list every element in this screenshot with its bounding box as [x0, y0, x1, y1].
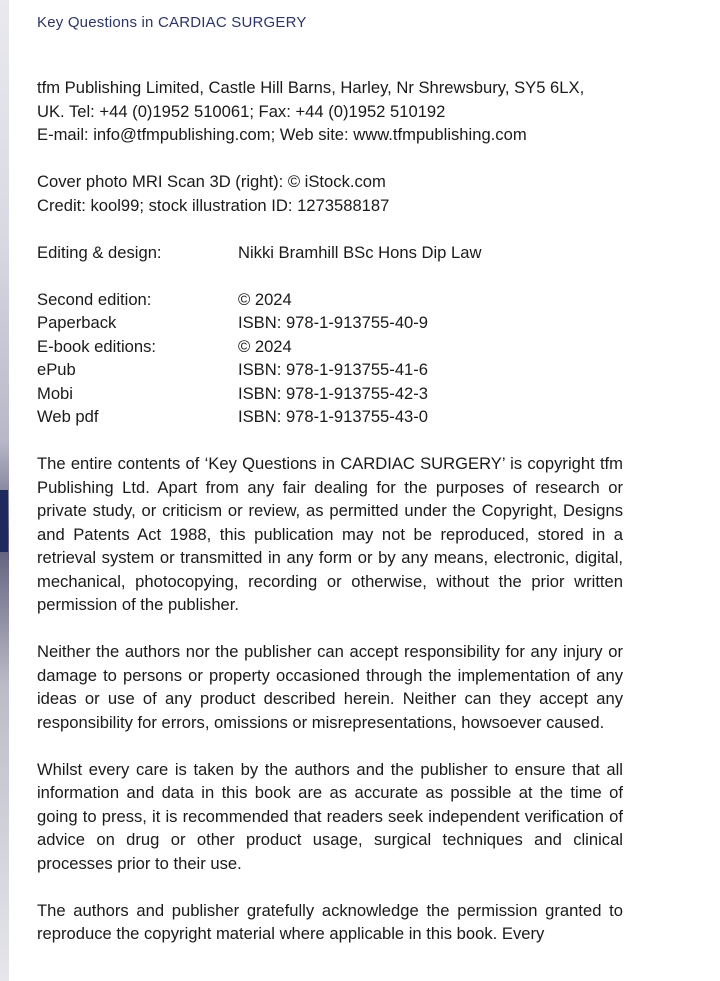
edition-row: [37, 405, 623, 429]
running-head: Key Questions in CARDIAC SURGERY: [37, 14, 307, 31]
edition-value: ISBN: 978-1-913755-42-3: [238, 383, 429, 403]
publisher-line: UK. Tel: +44 (0)1952 510061; Fax: +44 (0)1952 510192: [37, 101, 446, 121]
cover-credit: [37, 170, 623, 217]
edition-label: Second edition:: [37, 289, 152, 309]
edition-value: ISBN: 978-1-913755-40-9: [238, 313, 429, 332]
edition-label: ePub: [37, 360, 76, 379]
edition-value: ISBN: 978-1-913755-41-6: [238, 360, 429, 379]
page-content: [37, 76, 623, 969]
edition-label: Mobi: [37, 383, 73, 403]
cover-line: Cover photo MRI Scan 3D (right): © iStock.com: [37, 172, 386, 191]
liability-paragraph: Neither the authors nor the publisher can accept responsibility for any injury or damage to persons or property occasioned through the implementation of any ideas or use of any product described herein. Neither can they accept any responsibility for errors, omissions or misrepresentations, howsoever caused.: [37, 642, 623, 732]
editions-table: [37, 288, 623, 429]
publisher-line: E-mail: info@tfmpublishing.com; Web site: www.tfmpublishing.com: [37, 125, 527, 144]
edition-row: [37, 382, 623, 406]
publisher-line: tfm Publishing Limited, Castle Hill Barns, Harley, Nr Shrewsbury, SY5 6LX,: [37, 78, 585, 97]
acknowledgement-paragraph: The authors and publisher gratefully acknowledge the permission granted to reproduce the copyright material where applicable in this book. Every: [37, 900, 623, 943]
copyright-paragraph: The entire contents of ‘Key Questions in CARDIAC SURGERY’ is copyright tfm Publishing Ltd. Apart from any fair dealing for the purposes of research or private study, or criticism or review, as permitted under the Copyright, Designs and Patents Act 1988, this publication may not be reproduced, stored in a retrieval system or transmitted in any form or by any means, electronic, digital, mechanical, photocopying, recording or otherwise, without the prior written permission of the publisher.: [37, 454, 623, 614]
edition-label: Paperback: [37, 313, 117, 332]
accuracy-paragraph: Whilst every care is taken by the authors and the publisher to ensure that all information and data in this book are as accurate as possible at the time of going to press, it is recommended that readers seek independent verification of advice on drug or other product usage, surgical techniques and clinical processes prior to their use.: [37, 759, 623, 873]
edition-value: ISBN: 978-1-913755-43-0: [238, 407, 429, 426]
edition-row: [37, 358, 623, 382]
edition-label: Web pdf: [37, 407, 99, 426]
cover-line: Credit: kool99; stock illustration ID: 1273588187: [37, 195, 390, 215]
publisher-address: [37, 76, 623, 147]
edition-row: [37, 311, 623, 335]
editing-value: Nikki Bramhill BSc Hons Dip Law: [238, 242, 482, 262]
edition-label: E-book editions:: [37, 336, 156, 356]
editing-row: [37, 241, 623, 265]
edition-value: © 2024: [238, 289, 292, 309]
edition-row: [37, 288, 623, 312]
page-edge-marker: [0, 490, 8, 552]
edition-value: © 2024: [238, 336, 292, 356]
editing-label: Editing & design:: [37, 242, 162, 262]
edition-row: [37, 335, 623, 359]
